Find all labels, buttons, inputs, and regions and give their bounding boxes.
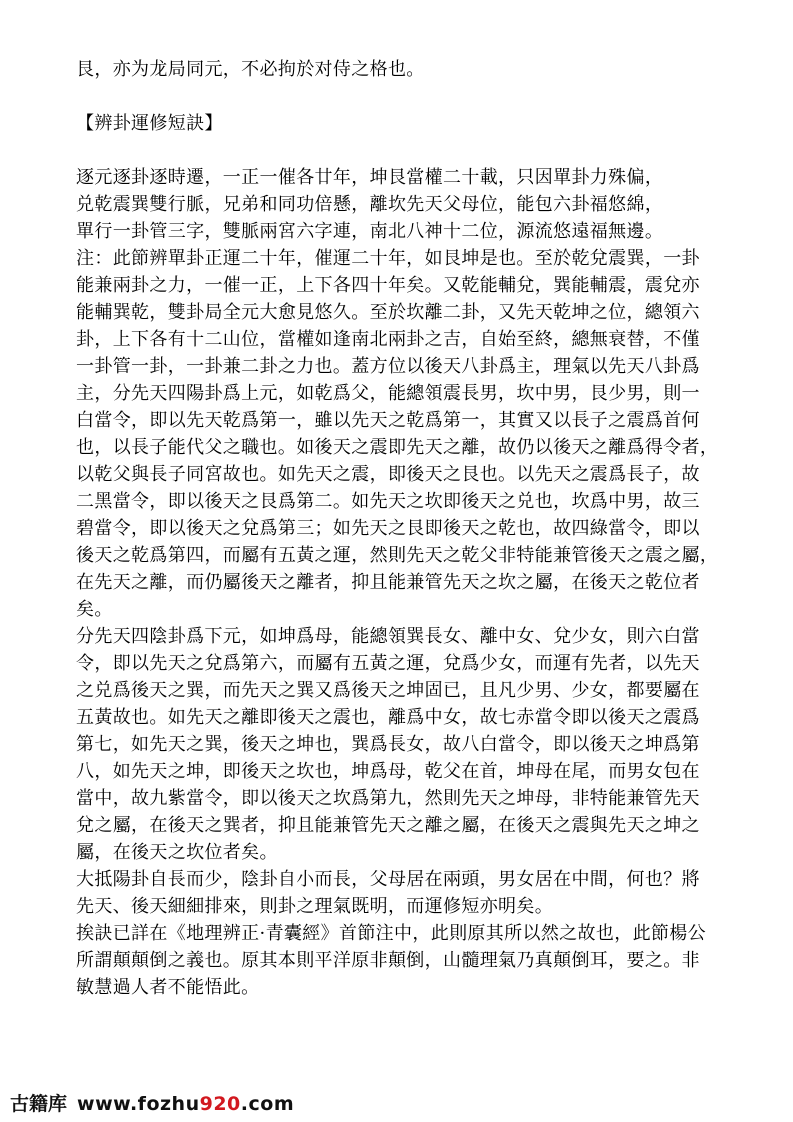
text-line: 八，如先天之坤，即後天之坎也，坤爲母，乾父在首，坤母在尾，而男女包在 — [76, 761, 700, 782]
footer-url-accent: 920 — [199, 1093, 241, 1115]
text-line: 能兼兩卦之力，一催一正，上下各四十年矣。又乾能輔兌，巽能輔震，震兌亦 — [76, 275, 700, 296]
section-heading: 【辨卦運修短訣】 — [76, 113, 223, 134]
footer-url-prefix: www.fozhu — [77, 1093, 200, 1115]
text-line: 卦，上下各有十二山位，當權如逢南北兩卦之吉，自始至終，總無衰替，不僅 — [76, 329, 700, 350]
footer-url — [77, 1093, 294, 1115]
text-line: 當中，故九紫當令，即以後天之坎爲第九，然則先天之坤母，非特能兼管先天 — [76, 788, 700, 809]
text-line: 大抵陽卦自長而少，陰卦自小而長，父母居在兩頭，男女居在中間，何也？將 — [76, 869, 700, 890]
footer-brand: 古籍库 — [10, 1093, 68, 1115]
text-line: 五黃故也。如先天之離即後天之震也，離爲中女，故七赤當令即以後天之震爲 — [76, 707, 700, 728]
text-line: 白當令，即以先天乾爲第一，雖以先天之乾爲第一，其實又以長子之震爲首何 — [76, 410, 700, 431]
text-line: 在先天之離，而仍屬後天之離者，抑且能兼管先天之坎之屬，在後天之乾位者 — [76, 572, 700, 593]
text-line: 二黑當令，即以後天之艮爲第二。如先天之坎即後天之兑也，坎爲中男，故三 — [76, 491, 700, 512]
text-line: 第七，如先天之巽，後天之坤也，巽爲長女，故八白當令，即以後天之坤爲第 — [76, 734, 700, 755]
verse-line: 兑乾震巽雙行脈，兄弟和同功倍懸，離坎先天父母位，能包六卦福悠綿， — [76, 194, 664, 215]
text-line: 注：此節辨單卦正運二十年，催運二十年，如艮坤是也。至於乾兌震巽，一卦 — [76, 248, 700, 269]
text-line: 也，以長子能代父之職也。如後天之震即先天之離，故仍以後天之離爲得令者， — [76, 437, 719, 458]
text-line: 令，即以先天之兌爲第六，而屬有五黃之運，兌爲少女，而運有先者，以先天 — [76, 653, 700, 674]
text-line: 一卦管一卦，一卦兼二卦之力也。蓋方位以後天八卦爲主，理氣以先天八卦爲 — [76, 356, 700, 377]
text-line: 之兑爲後天之巽，而先天之巽又爲後天之坤固已，且凡少男、少女，都要屬在 — [76, 680, 700, 701]
footer-url-suffix: .com — [240, 1093, 295, 1115]
text-line: 矣。 — [76, 599, 113, 620]
text-line: 主，分先天四陽卦爲上元，如乾爲父，能總領震長男，坎中男，艮少男，則一 — [76, 383, 700, 404]
text-line: 先天、後天細細排來，則卦之理氣既明，而運修短亦明矣。 — [76, 896, 554, 917]
text-line: 艮，亦为龙局同元，不必拘於对侍之格也。 — [76, 59, 425, 80]
text-line: 分先天四陰卦爲下元，如坤爲母，能總領巽長女、離中女、兌少女，則六白當 — [76, 626, 700, 647]
document-body — [76, 56, 726, 1001]
text-line: 兌之屬，在後天之巽者，抑且能兼管先天之離之屬，在後天之震與先天之坤之 — [76, 815, 700, 836]
text-line: 後天之乾爲第四，而屬有五黃之運，然則先天之乾父非特能兼管後天之震之屬， — [76, 545, 719, 566]
footer-watermark — [10, 1089, 294, 1116]
text-line: 所謂顛顛倒之義也。原其本則平洋原非顛倒，山髓理氣乃真顛倒耳，要之。非 — [76, 950, 700, 971]
text-line: 屬，在後天之坎位者矣。 — [76, 842, 278, 863]
text-line: 以乾父與長子同宮故也。如先天之震，即後天之艮也。以先天之震爲長子，故 — [76, 464, 700, 485]
text-line: 能輔巽乾，雙卦局全元大愈見悠久。至於坎離二卦，又先天乾坤之位，總領六 — [76, 302, 700, 323]
text-line: 挨訣已詳在《地理辨正·青囊經》首節注中，此則原其所以然之故也，此節楊公 — [76, 923, 706, 944]
verse-line: 單行一卦管三字，雙脈兩宮六字連，南北八神十二位，源流悠遠福無邊。 — [76, 221, 664, 242]
text-line: 碧當令，即以後天之兌爲第三；如先天之艮即後天之乾也，故四綠當令，即以 — [76, 518, 700, 539]
text-line: 敏慧過人者不能悟此。 — [76, 977, 260, 998]
verse-line: 逐元逐卦逐時遷，一正一催各廿年，坤艮當權二十載，只因單卦力殊偏， — [76, 167, 664, 188]
